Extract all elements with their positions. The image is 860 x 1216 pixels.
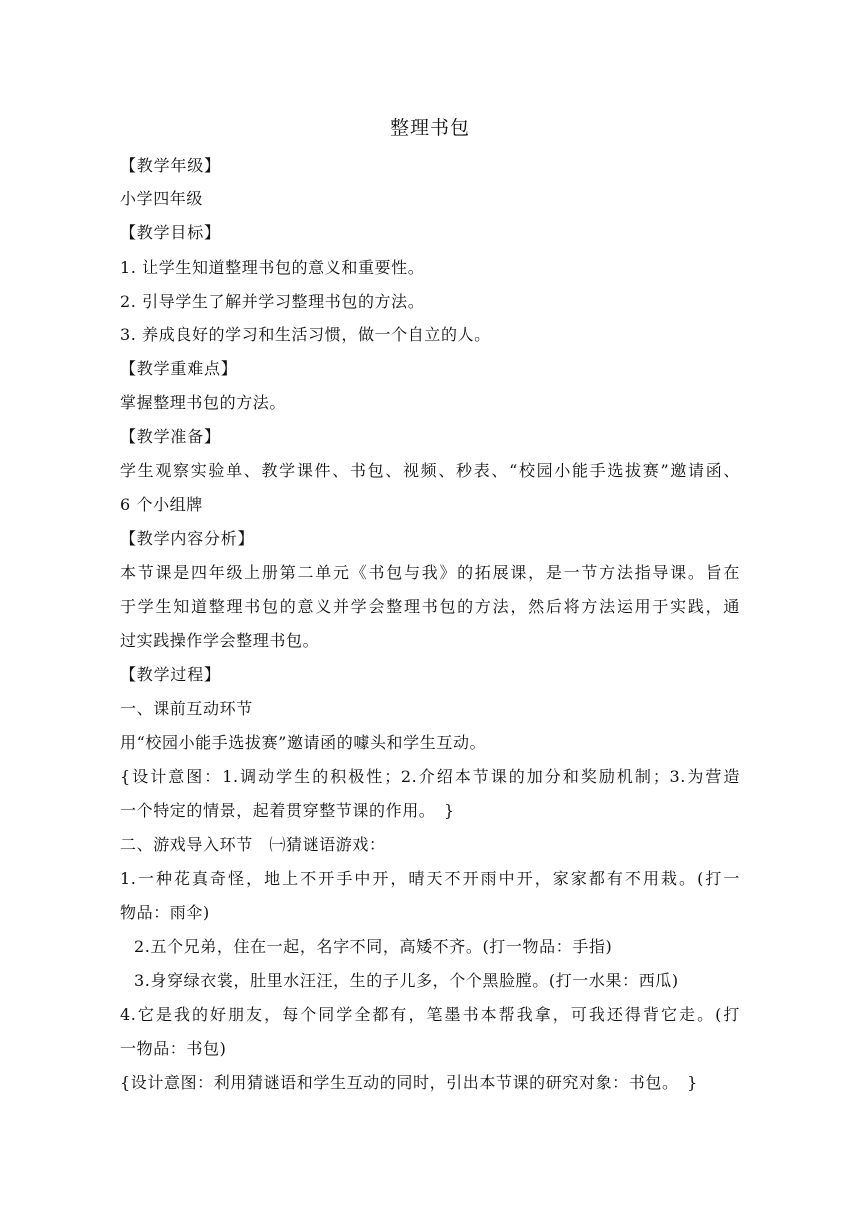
design-intent-2: {设计意图：利用猜谜语和学生互动的同时，引出本节课的研究对象：书包。 } bbox=[120, 1073, 698, 1092]
riddle-3: 3.身穿绿衣裳，肚里水汪汪，生的子儿多，个个黑脸膛。(打一水果：西瓜) bbox=[134, 971, 679, 990]
text-analysis-line-2: 于学生知道整理书包的意义并学会整理书包的方法，然后将方法运用于实践，通 bbox=[120, 597, 740, 616]
riddle-4-line-2: 一物品：书包) bbox=[120, 1039, 227, 1058]
heading-key-points: 【教学重难点】 bbox=[120, 359, 238, 378]
text-grade: 小学四年级 bbox=[120, 189, 204, 208]
riddle-2: 2.五个兄弟，住在一起，名字不同，高矮不齐。(打一物品：手指) bbox=[134, 937, 613, 956]
text-preparation-line-1: 学生观察实验单、教学课件、书包、视频、秒表、“校园小能手选拔赛”邀请函、 bbox=[120, 461, 740, 480]
text-analysis-line-1: 本节课是四年级上册第二单元《书包与我》的拓展课，是一节方法指导课。旨在 bbox=[120, 563, 740, 582]
document-title: 整理书包 bbox=[389, 117, 470, 139]
riddle-1-line-1: 1.一种花真奇怪，地上不开手中开，晴天不开雨中开，家家都有不用栽。(打一 bbox=[120, 869, 740, 888]
heading-grade: 【教学年级】 bbox=[120, 156, 221, 175]
heading-objectives: 【教学目标】 bbox=[120, 223, 221, 242]
riddle-4-line-1: 4.它是我的好朋友，每个同学全都有，笔墨书本帮我拿，可我还得背它走。(打 bbox=[120, 1005, 740, 1024]
heading-preparation: 【教学准备】 bbox=[120, 427, 221, 446]
objective-2: 2. 引导学生了解并学习整理书包的方法。 bbox=[120, 292, 425, 311]
design-intent-1-line-2: 一个特定的情景，起着贯穿整节课的作用。 } bbox=[120, 801, 455, 820]
text-analysis-line-3: 过实践操作学会整理书包。 bbox=[120, 631, 320, 650]
riddle-1-line-2: 物品：雨伞) bbox=[120, 903, 210, 922]
objective-3: 3. 养成良好的学习和生活习惯，做一个自立的人。 bbox=[120, 325, 491, 344]
heading-content-analysis: 【教学内容分析】 bbox=[120, 529, 255, 548]
heading-process: 【教学过程】 bbox=[120, 665, 221, 684]
design-intent-1-line-1: {设计意图：1.调动学生的积极性；2.介绍本节课的加分和奖励机制；3.为营造 bbox=[120, 767, 740, 786]
section-game-intro: 二、游戏导入环节 ㈠猜谜语游戏： bbox=[120, 835, 386, 854]
objective-1: 1. 让学生知道整理书包的意义和重要性。 bbox=[120, 258, 425, 277]
text-key-points: 掌握整理书包的方法。 bbox=[120, 393, 287, 412]
text-pre-class: 用“校园小能手选拔赛”邀请函的噱头和学生互动。 bbox=[120, 733, 487, 752]
section-pre-class: 一、课前互动环节 bbox=[120, 699, 253, 718]
text-preparation-line-2: 6 个小组牌 bbox=[120, 495, 203, 514]
